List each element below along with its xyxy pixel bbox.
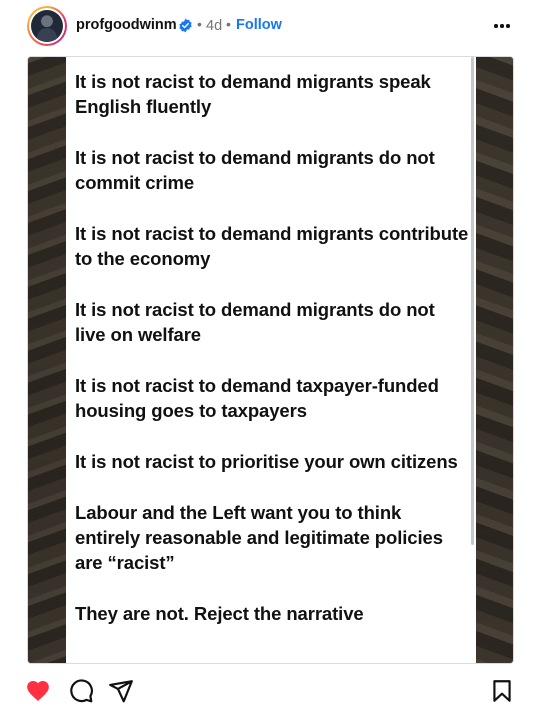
card-paragraph: It is not racist to demand migrants do not live on welfare [75,299,435,345]
more-dot [506,24,510,28]
separator-dot: • [197,16,202,32]
verified-badge-icon [178,18,193,33]
card-scrollbar [471,57,474,545]
separator-dot: • [226,16,231,32]
card-paragraph: They are not. Reject the narrative [75,603,364,624]
card-paragraph: It is not racist to demand migrants do not commit crime [75,147,435,193]
heart-filled-icon[interactable] [25,678,51,704]
card-paragraph: It is not racist to demand migrants speak English fluently [75,71,431,117]
photo-background-right [475,57,513,663]
username-link[interactable]: profgoodwinm [76,17,177,33]
photo-background-left [28,57,66,663]
share-icon[interactable] [108,678,134,704]
card-paragraph: It is not racist to prioritise your own citizens [75,451,458,472]
more-options-icon[interactable] [490,14,514,38]
post-header [0,0,539,52]
comment-icon[interactable] [68,678,94,704]
follow-button[interactable]: Follow [236,17,282,33]
more-dot [500,24,504,28]
action-bar [0,672,539,708]
post-timestamp: 4d [206,18,223,34]
card-paragraph: It is not racist to demand taxpayer-funded housing goes to taxpayers [75,375,439,421]
text-card [66,57,476,664]
card-paragraph: It is not racist to demand migrants contribute to the economy [75,223,469,269]
post-media[interactable] [27,56,514,664]
card-paragraph: Labour and the Left want you to think entirely reasonable and legitimate policies are “racist” [75,502,443,573]
card-text [75,69,470,652]
avatar-image [31,10,63,42]
more-dot [494,24,498,28]
avatar-frame [29,8,65,44]
bookmark-icon[interactable] [489,678,515,704]
avatar[interactable] [27,6,67,46]
